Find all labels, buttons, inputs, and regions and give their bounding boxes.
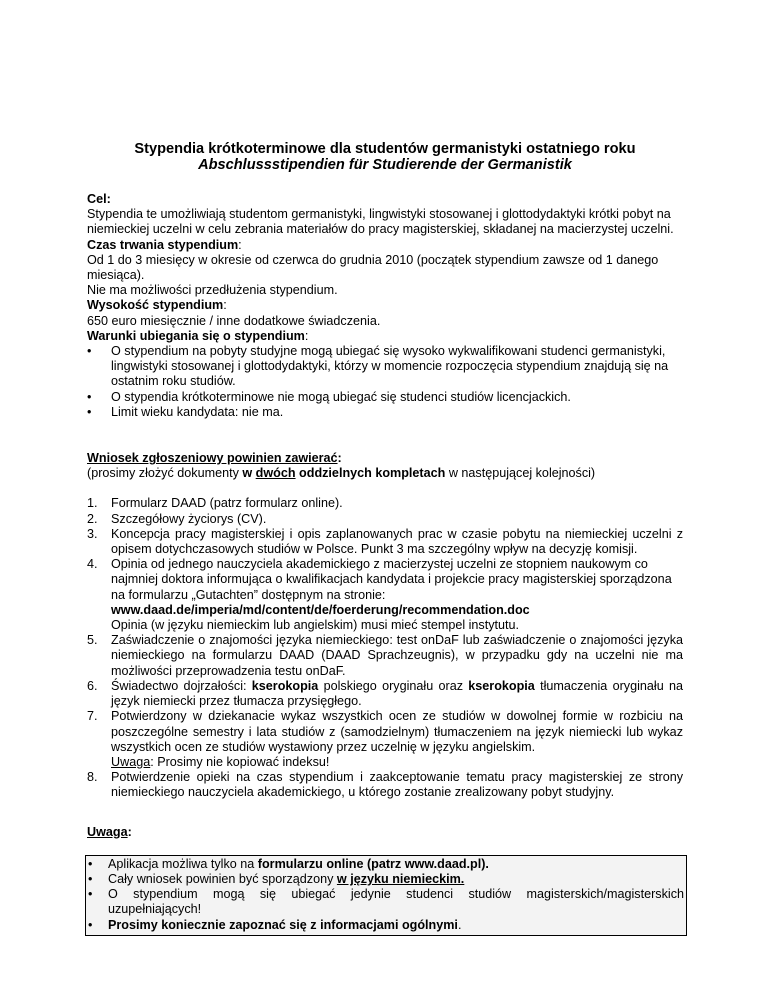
uwaga-item: • Aplikacja możliwa tylko na formularzu online (patrz www.daad.pl).: [88, 856, 489, 871]
cel-text: Stypendia te umożliwiają studentom germanistyki, lingwistyki stosowanej i glottodydaktyki krótki pobyt na niemieckiej uczelni w celu zebrania materiałów do pracy magisterskiej, składanej na macierzystej uczelni.: [87, 207, 674, 237]
wniosek-heading: Wniosek zgłoszeniowy powinien zawierać:: [87, 451, 342, 466]
czas-heading: Czas trwania stypendium:: [87, 237, 242, 252]
uwaga-item: • Prosimy koniecznie zapoznać się z informacjami ogólnymi.: [88, 917, 462, 932]
warunki-item: • O stypendia krótkoterminowe nie mogą ubiegać się studenci studiów licencjackich.: [87, 389, 571, 404]
wniosek-item: 3. Koncepcja pracy magisterskiej i opis zaplanowanych prac w czasie pobytu na niemieckiej uczelni z opisem dotychczasowych studiów w Polsce. Punkt 3 ma szczególny wpływ na decyzję komisji.: [87, 526, 683, 557]
wniosek-item: 1. Formularz DAAD (patrz formularz online).: [87, 496, 343, 511]
czas-text: Od 1 do 3 miesięcy w okresie od czerwca do grudnia 2010 (początek stypendium zawsze od 1 danego miesiąca).: [87, 252, 659, 283]
warunki-item: • Limit wieku kandydata: nie ma.: [87, 404, 284, 419]
wniosek-item: 6. Świadectwo dojrzałości: kserokopia polskiego oryginału oraz kserokopia tłumaczenia oryginału na język niemiecki przez tłumacza przysięgłego.: [87, 678, 683, 709]
wniosek-item: 4. Opinia od jednego nauczyciela akademickiego z macierzystej uczelni ze stopniem naukowym co najmniej doktora informująca o kwalifikacjach kandydata i projekcie pracy magisterskiej sporządzona na formularzu „Gutachten” dostępnym na stronie: www.daad.de/imperia/md/content/de/foerderung/recommendation.doc Opinia (w języku niemieckim lub angielskim) musi mieć stempel instytutu.: [87, 557, 672, 633]
wniosek-intro: (prosimy złożyć dokumenty w dwóch oddzielnych kompletach w następującej kolejności): [87, 466, 596, 481]
document-page: [87, 0, 683, 936]
wniosek-item: 2. Szczegółowy życiorys (CV).: [87, 511, 267, 526]
uwaga-box: [85, 855, 687, 936]
cel-heading: Cel:: [87, 192, 111, 206]
czas-text-2: Nie ma możliwości przedłużenia stypendium.: [87, 283, 338, 298]
wysokosc-text: 650 euro miesięcznie / inne dodatkowe świadczenia.: [87, 313, 381, 328]
title-german: Abschlussstipendien für Studierende der Germanistik: [198, 157, 572, 173]
recommendation-link[interactable]: www.daad.de/imperia/md/content/de/foerderung/recommendation.doc: [111, 602, 530, 617]
uwaga-heading: Uwaga:: [87, 824, 132, 839]
title-polish: Stypendia krótkoterminowe dla studentów germanistyki ostatniego roku: [134, 141, 636, 157]
uwaga-item: • Cały wniosek powinien być sporządzony w języku niemieckim.: [88, 871, 465, 886]
warunki-item: • O stypendium na pobyty studyjne mogą ubiegać się wysoko wykwalifikowani studenci germanistyki, lingwistyki stosowanej i glottodydaktyki, którzy w momencie rozpoczęcia stypendium znajdują się na ostatnim roku studiów.: [87, 344, 669, 389]
uwaga-item: • O stypendium mogą się ubiegać jedynie studenci studiów magisterskich/magisterskich uzupełniających!: [88, 887, 684, 917]
wniosek-item: 8. Potwierdzenie opieki na czas stypendium i zaakceptowanie tematu pracy magisterskiej ze strony niemieckiego nauczyciela akademickiego, u którego zostanie zrealizowany pobyt studyjny.: [87, 770, 683, 800]
wniosek-item: 5. Zaświadczenie o znajomości języka niemieckiego: test onDaF lub zaświadczenie o znajomości języka niemieckiego na formularzu DAAD (DAAD Sprachzeugnis), w przypadku gdy na uczelni nie ma możliwości przeprowadzenia testu onDaF.: [87, 633, 683, 678]
wniosek-item: 7. Potwierdzony w dziekanacie wykaz wszystkich ocen ze studiów w dowolnej formie w rozbiciu na poszczególne semestry i lata studiów z (samodzielnym) tłumaczeniem na język niemiecki lub wykaz wszystkich ocen ze studiów wystawiony przez uczelnię w języku angielskim. Uwaga: Prosimy nie kopiować indeksu!: [87, 709, 683, 769]
warunki-heading: Warunki ubiegania się o stypendium:: [87, 328, 309, 343]
wysokosc-heading: Wysokość stypendium:: [87, 298, 227, 313]
